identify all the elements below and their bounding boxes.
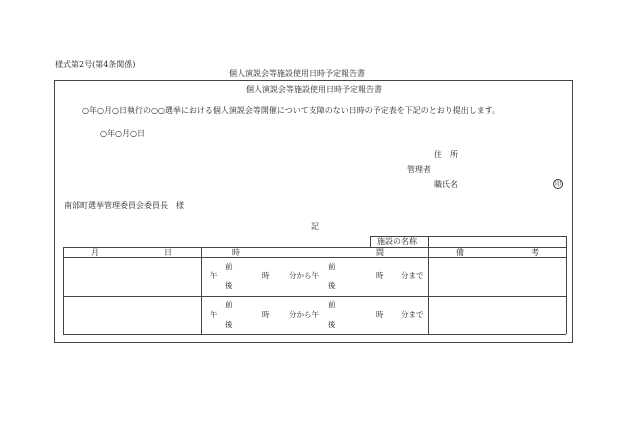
row2-start-ji: 時: [262, 310, 270, 319]
row1-end-ato: 後: [328, 281, 336, 290]
ki-mark: 記: [311, 222, 319, 231]
col-time-a: 時: [232, 248, 240, 257]
table-top-line: [63, 247, 566, 248]
name-label: 職氏名: [434, 180, 458, 189]
facility-right-line: [566, 236, 567, 247]
table-time-remarks-divider: [428, 247, 429, 334]
col-day: 日: [164, 248, 172, 257]
statement-text: ○年○月○日執行の○○選挙における個人演説会等開催について支障のない日時の予定表を下記のとおり提出します。: [82, 106, 501, 115]
form-frame: [54, 80, 573, 343]
table-right-line: [566, 247, 567, 334]
row2-start-ato: 後: [225, 320, 233, 329]
submission-date: ○年○月○日: [100, 129, 145, 138]
outer-title: 個人演説会等施設使用日時予定報告書: [229, 69, 365, 78]
col-month: 月: [91, 248, 99, 257]
row2-end-zen: 前: [328, 300, 336, 309]
table-row-divider: [63, 296, 566, 297]
row2-start-zen: 前: [225, 300, 233, 309]
facility-name-label: 施設の名称: [377, 237, 417, 246]
row1-end-ji: 時: [376, 271, 384, 280]
facility-left-line: [370, 236, 371, 247]
row2-from: 分から午: [289, 310, 319, 319]
row2-end-ato: 後: [328, 320, 336, 329]
col-remarks-b: 考: [531, 248, 539, 257]
facility-mid-line: [428, 236, 429, 247]
row1-end-zen: 前: [328, 262, 336, 271]
address-label: 住 所: [434, 150, 458, 159]
table-header-line: [63, 257, 566, 258]
row1-start-go: 午: [210, 271, 218, 280]
row1-from: 分から午: [289, 271, 319, 280]
row2-until: 分まで: [401, 310, 424, 319]
row1-until: 分まで: [401, 271, 424, 280]
table-date-time-divider: [201, 247, 202, 334]
row2-end-ji: 時: [376, 310, 384, 319]
addressee: 南部町選挙管理委員会委員長 様: [64, 201, 184, 210]
row1-start-zen: 前: [225, 262, 233, 271]
row2-start-go: 午: [210, 310, 218, 319]
col-time-b: 間: [376, 248, 384, 257]
row1-start-ato: 後: [225, 281, 233, 290]
manager-label: 管理者: [407, 165, 431, 174]
col-remarks-a: 備: [456, 248, 464, 257]
row1-start-ji: 時: [262, 271, 270, 280]
form-title: 個人演説会等施設使用日時予定報告書: [246, 85, 382, 94]
form-number: 様式第2号(第4条関係): [55, 60, 136, 69]
table-bottom-line: [63, 334, 566, 335]
seal-mark: 印: [554, 181, 561, 188]
table-left-line: [63, 247, 64, 334]
